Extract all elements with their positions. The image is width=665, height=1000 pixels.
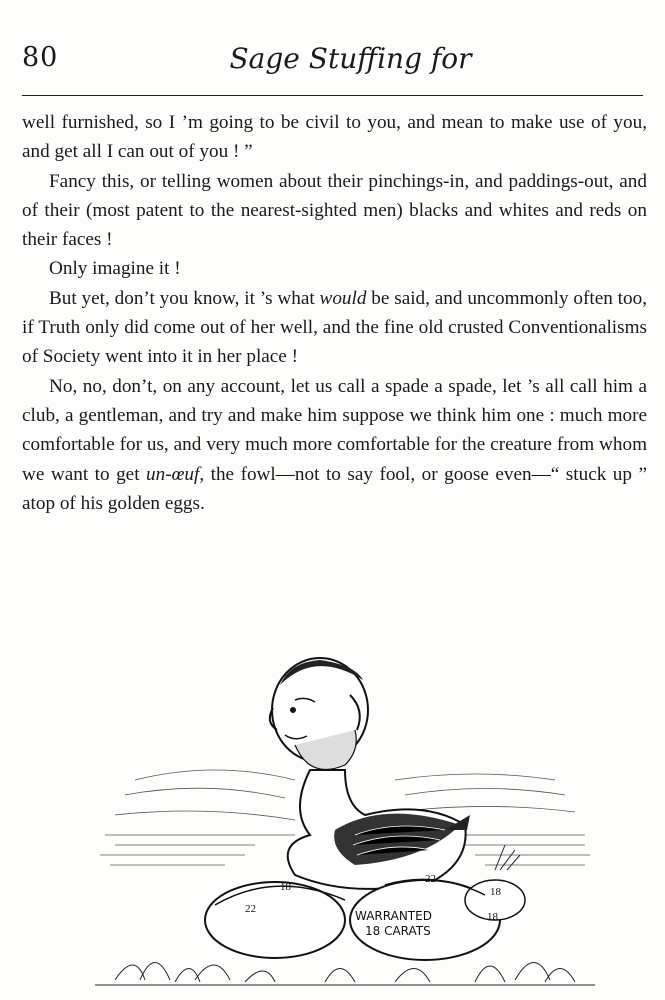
- running-title: Sage Stuffing for: [229, 42, 472, 75]
- egg-text-carats: 18 CARATS: [365, 924, 431, 938]
- page-number: 80: [22, 42, 59, 73]
- paragraph-4: [22, 284, 647, 372]
- egg-text-warranted: WARRANTED: [355, 909, 432, 923]
- paragraph-3: Only imagine it !: [49, 258, 181, 280]
- paragraph-5-text-b: , the fowl—not to say fool, or goose even—“ stuck up ” atop of his golden eggs.: [22, 463, 647, 514]
- band-label-4: 18: [490, 886, 501, 898]
- human-head: [270, 658, 368, 770]
- band-label-3: 22: [425, 873, 436, 885]
- paragraph-5: [22, 372, 647, 518]
- paragraph-4-emphasis: would: [319, 287, 367, 309]
- paragraph-5-emphasis: un-œuf: [146, 463, 200, 485]
- band-label-5: 18: [487, 911, 498, 923]
- band-label-2: 18: [280, 881, 291, 893]
- paragraph-5-text-a: No, no, don’t, on any account, let us call a spade a spade, let ’s all call him a club, a gentleman, and try and make him suppose we think him one : much more comfortable for us, and very much more comfortable for the creature from whom we want to get: [22, 375, 647, 485]
- paragraph-1: well furnished, so I ’m going to be civil to you, and mean to make use of you, and get all I can out of you ! ”: [22, 112, 647, 163]
- page-header: [22, 42, 643, 86]
- band-label-1: 22: [245, 903, 256, 915]
- header-rule: [22, 95, 643, 96]
- paragraph-4-text-b: be said, and uncommonly often too, if Truth only did come out of her well, and the fine old crusted Conventionalisms of Society went into it in her place !: [22, 287, 647, 368]
- body-text: [22, 108, 647, 518]
- duck-body: [288, 770, 470, 889]
- duck-on-golden-eggs-illustration: [95, 630, 595, 990]
- paragraph-2: Fancy this, or telling women about their pinchings-in, and paddings-out, and of their (most patent to the nearest-sighted men) blacks and whites and reds on their faces !: [22, 170, 647, 251]
- paragraph-4-text-a: But yet, don’t you know, it ’s what: [49, 287, 320, 309]
